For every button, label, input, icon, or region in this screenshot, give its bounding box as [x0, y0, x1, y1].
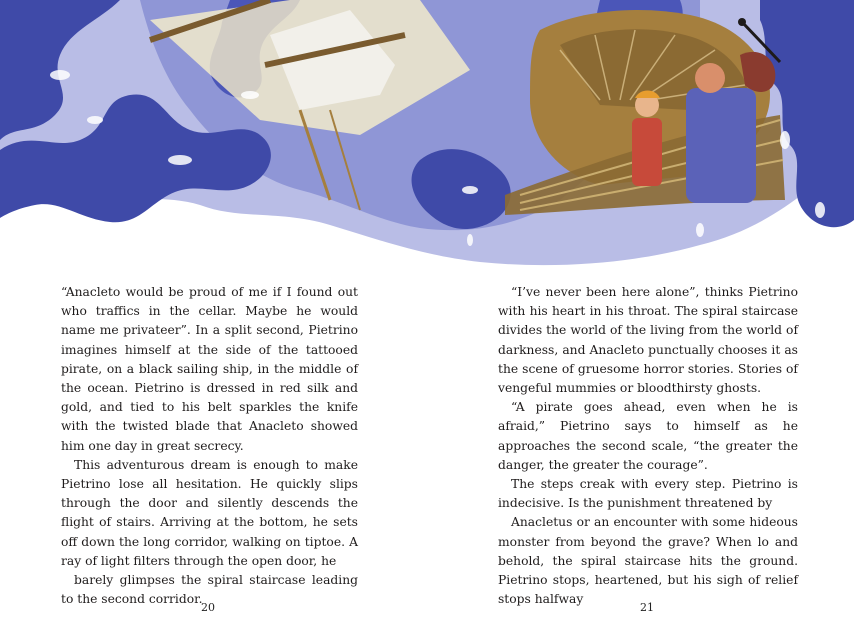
page-number-right: 21	[640, 601, 654, 614]
paragraph: “A pirate goes ahead, even when he is afraid,” Pietrino says to himself as he approaches the second scale, “the greater the danger, the greater the courage”.	[498, 400, 798, 472]
paragraph: The steps creak with every step. Pietrino is indecisive. Is the punishment threatened by	[498, 477, 798, 511]
page-number-left: 20	[201, 601, 215, 614]
paragraph: barely glimpses the spiral staircase leading to the second corridor.	[61, 573, 358, 607]
paragraph: This adventurous dream is enough to make Pietrino lose all hesitation. He quickly slips through the door and silently descends the flight of stairs. Arriving at the bottom, he sets off down the long corridor, walking on tiptoe. A ray of light filters through the open door, he	[61, 457, 358, 568]
paragraph: Anacletus or an encounter with some hideous monster from beyond the grave? When lo and behold, the spiral staircase hits the ground. Pietrino stops, heartened, but his sigh of relief stops halfway	[498, 515, 798, 607]
left-page-text	[61, 283, 358, 609]
right-page-text	[498, 283, 798, 609]
paragraph: “Anacleto would be proud of me if I found out who traffics in the cellar. Maybe he would name me privateer”. In a split second, Pietrino imagines himself at the side of the tattooed pirate, on a black sailing ship, in the middle of the ocean. Pietrino is dressed in red silk and gold, and tied to his belt sparkles the knife with the twisted blade that Anacleto showed him one day in great secrecy.	[61, 285, 358, 453]
paragraph: “I’ve never been here alone”, thinks Pietrino with his heart in his throat. The spiral staircase divides the world of the living from the world of darkness, and Anacleto punctually chooses it as the scene of gruesome horror stories. Stories of vengeful mummies or bloodthirsty ghosts.	[498, 285, 798, 396]
stormy-sea-pirate-ship-illustration	[0, 0, 854, 275]
